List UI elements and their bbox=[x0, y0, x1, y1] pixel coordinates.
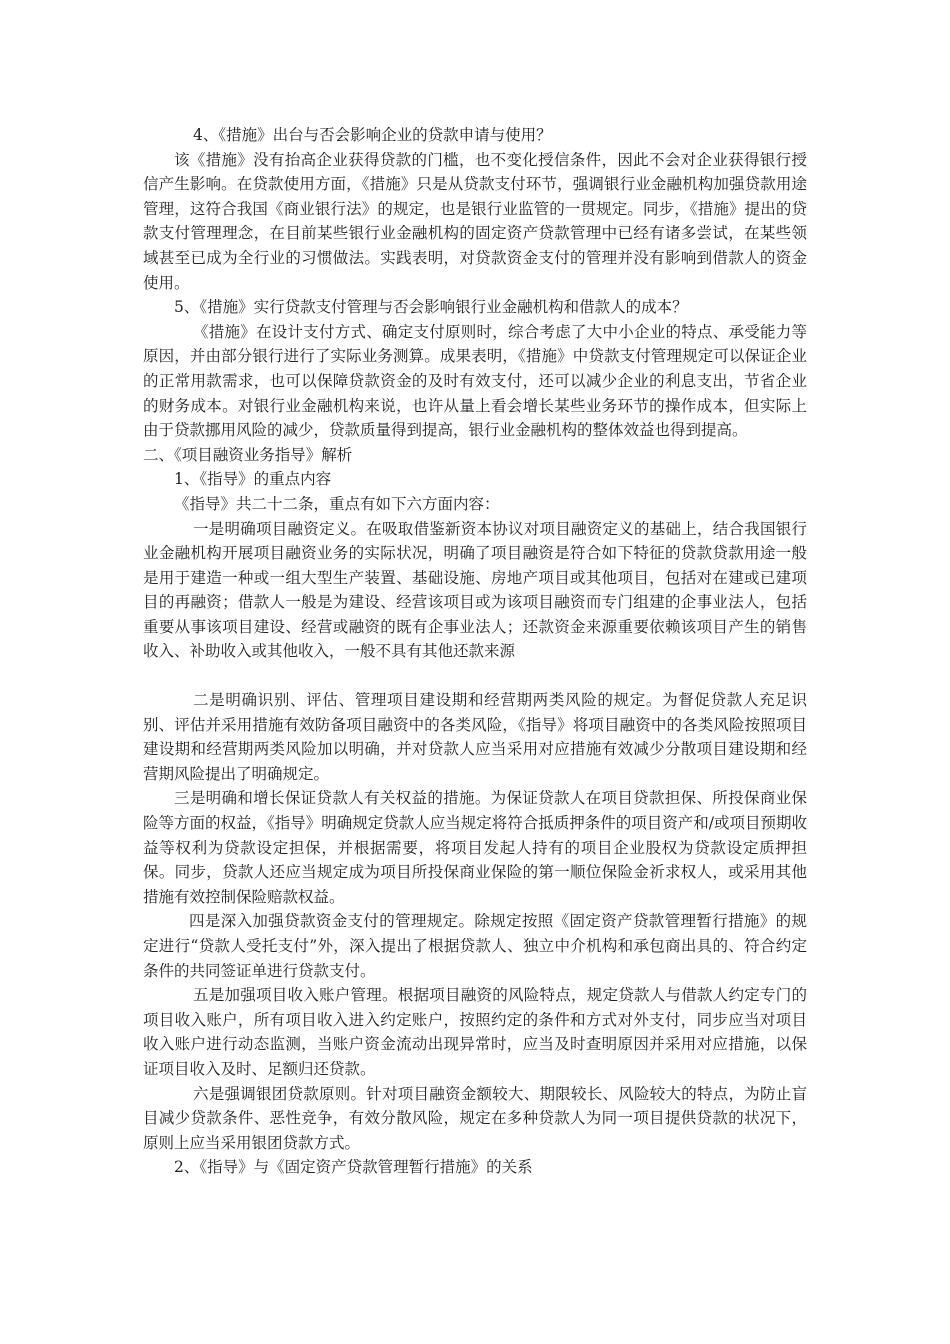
question-heading-5: 5、《措施》实行贷款支付管理与否会影响银行业金融机构和借款人的成本？ bbox=[174, 298, 688, 317]
subsection-heading: 2、《指导》与《固定资产贷款管理暂行措施》的关系 bbox=[174, 1158, 533, 1177]
paragraph: 六是强调银团贷款原则。针对项目融资金额较大、期限较长、风险较大的特点，为防止盲目减少贷款条件、恶性竞争，有效分散风险，规定在多种贷款人为同一项目提供贷款的状况下，原则上应当采用银团贷款方式。 bbox=[143, 1084, 807, 1152]
blank-line bbox=[143, 664, 807, 688]
paragraph: 《措施》在设计支付方式、确定支付原则时，综合考虑了大中小企业的特点、承受能力等原因，并由部分银行进行了实际业务测算。成果表明，《措施》中贷款支付管理规定可以保证企业的正常用款需求，也可以保障贷款资金的及时有效支付，还可以减少企业的利息支出，节省企业的财务成本。对银行业金融机构来说，也许从量上看会增长某些业务环节的操作成本，但实际上由于贷款挪用风险的减少，贷款质量得到提高，银行业金融机构的整体效益也得到提高。 bbox=[143, 322, 807, 440]
paragraph: 三是明确和增长保证贷款人有关权益的措施。为保证贷款人在项目贷款担保、所投保商业保险等方面的权益，《指导》明确规定贷款人应当规定将符合抵质押条件的项目资产和/或项目预期收益等权利为贷款设定担保，并根据需要，将项目发起人持有的项目企业股权为贷款设定质押担保。同步，贷款人还应当规定成为项目所投保商业保险的第一顺位保险金祈求权人，或采用其他措施有效控制保险赔款权益。 bbox=[143, 789, 807, 906]
paragraph: 该《措施》没有抬高企业获得贷款的门槛，也不变化授信条件，因此不会对企业获得银行授信产生影响。在贷款使用方面，《措施》只是从贷款支付环节，强调银行业金融机构加强贷款用途管理，这符合我国《商业银行法》的规定，也是银行业监管的一贯规定。同步，《措施》提出的贷款支付管理理念，在目前某些银行业金融机构的固定资产贷款管理中已经有诸多尝试，在某些领域甚至已成为全行业的习惯做法。实践表明，对贷款资金支付的管理并没有影响到借款人的资金使用。 bbox=[143, 150, 807, 292]
paragraph: 一是明确项目融资定义。在吸取借鉴新资本协议对项目融资定义的基础上，结合我国银行业金融机构开展项目融资业务的实际状况，明确了项目融资是符合如下特征的贷款贷款用途一般是用于建造一种或一组大型生产装置、基础设施、房地产项目或其他项目，包括对在建或已建项目的再融资；借款人一般是为建设、经营该项目或为该项目融资而专门组建的企事业法人，包括重要从事该项目建设、经营或融资的既有企事业法人；还款资金来源重要依赖该项目产生的销售收入、补助收入或其他收入，一般不具有其他还款来源 bbox=[143, 519, 807, 661]
document-body bbox=[143, 123, 807, 1180]
paragraph: 二是明确识别、评估、管理项目建设期和经营期两类风险的规定。为督促贷款人充足识别、评估并采用措施有效防备项目融资中的各类风险，《指导》将项目融资中的各类风险按照项目建设期和经营期两类风险加以明确，并对贷款人应当采用对应措施有效减少分散项目建设期和经营期风险提出了明确规定。 bbox=[143, 691, 807, 783]
paragraph: 五是加强项目收入账户管理。根据项目融资的风险特点，规定贷款人与借款人约定专门的项目收入账户，所有项目收入进入约定账户，按照约定的条件和方式对外支付，同步应当对项目收入账户进行动态监测，当账户资金流动出现异常时，应当及时查明原因并采用对应措施，以保证项目收入及时、足额归还贷款。 bbox=[143, 986, 807, 1078]
paragraph: 《指导》共二十二条，重点有如下六方面内容： bbox=[174, 494, 500, 513]
section-heading: 二、《项目融资业务指导》解析 bbox=[143, 445, 353, 464]
subsection-heading: 1、《指导》的重点内容 bbox=[174, 470, 332, 489]
question-heading-4: 4、《措施》出台与否会影响企业的贷款申请与使用？ bbox=[193, 126, 552, 144]
paragraph: 四是深入加强贷款资金支付的管理规定。除规定按照《固定资产贷款管理暂行措施》的规定进行“贷款人受托支付”外，深入提出了根据贷款人、独立中介机构和承包商出具的、符合约定条件的共同签证单进行贷款支付。 bbox=[143, 912, 807, 980]
